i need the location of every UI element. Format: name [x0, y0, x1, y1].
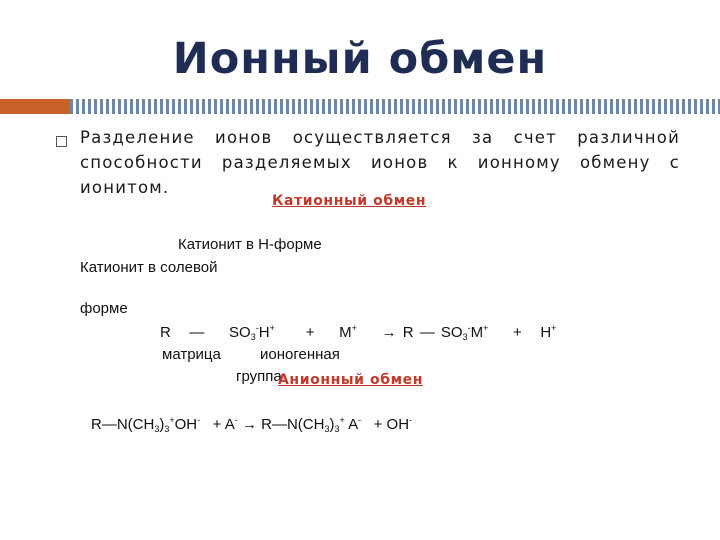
aeq-sub3-b: 3	[164, 424, 170, 434]
eq-m: M	[339, 324, 352, 341]
cation-salt-form-label-line2: форме	[80, 300, 128, 317]
title-accent-bar	[0, 99, 70, 114]
eq-m-charge-2: +	[483, 323, 489, 333]
eq-m-2: M	[470, 324, 484, 341]
aeq-p6: A	[348, 416, 359, 433]
anion-exchange-equation	[91, 415, 412, 434]
eq-minus: -	[255, 323, 259, 333]
aeq-plus-2: +	[339, 415, 345, 425]
aeq-arrow: →	[241, 416, 257, 433]
aeq-minus-3: -	[358, 415, 362, 425]
cation-salt-form-label-line1: Катионит в солевой	[80, 259, 218, 276]
aeq-sub3-c: 3	[324, 424, 330, 434]
matrix-label: матрица	[162, 346, 221, 363]
slide-title: Ионный обмен	[172, 34, 548, 84]
eq-so-2: SO	[440, 324, 463, 341]
eq-so: SO	[229, 324, 251, 341]
group-label: группа	[236, 368, 282, 385]
aeq-op-plus-2: +	[373, 416, 383, 433]
aeq-sub3-d: 3	[334, 424, 340, 434]
eq-sub3-2: 3	[462, 332, 468, 342]
cation-exchange-heading: Катионный обмен	[272, 193, 427, 209]
eq-r: R	[160, 324, 171, 341]
aeq-p7: OH	[386, 416, 410, 433]
eq-dash: —	[189, 324, 205, 341]
aeq-minus-2: -	[234, 415, 238, 425]
aeq-plus: +	[169, 415, 175, 425]
eq-op-plus: +	[305, 324, 315, 341]
eq-h-charge-2: +	[551, 323, 557, 333]
aeq-p1: R—N(CH	[91, 416, 155, 433]
cation-h-form-label: Катионит в Н-форме	[178, 236, 322, 253]
aeq-sub3: 3	[154, 424, 160, 434]
eq-h-2: H	[540, 324, 552, 341]
bullet-text: Разделение ионов осуществляется за счет различной способности разделяемых ионов к ионному обмену с ионитом.	[80, 128, 680, 197]
eq-op-plus-2: +	[513, 324, 522, 341]
eq-minus-2: -	[467, 323, 471, 333]
eq-arrow: →	[381, 324, 397, 341]
ionogenic-label: ионогенная	[260, 346, 340, 363]
aeq-minus-4: -	[409, 415, 413, 425]
aeq-p4: A	[224, 416, 235, 433]
aeq-minus: -	[197, 415, 201, 425]
aeq-p5: R—N(CH	[261, 416, 325, 433]
eq-sub3: 3	[250, 332, 256, 342]
eq-h: H	[258, 324, 270, 341]
bullet-marker	[56, 136, 67, 147]
aeq-p2-b: )	[329, 416, 335, 433]
title-stripe-bar	[70, 99, 720, 114]
cation-exchange-equation	[160, 323, 556, 342]
aeq-p3: OH	[174, 416, 198, 433]
eq-r-dash: R —	[402, 324, 435, 341]
aeq-op-plus: +	[212, 416, 222, 433]
anion-exchange-heading: Анионный обмен	[278, 372, 424, 388]
eq-h-charge: +	[269, 323, 275, 333]
eq-m-charge: +	[351, 323, 357, 333]
aeq-p2: )	[159, 416, 165, 433]
